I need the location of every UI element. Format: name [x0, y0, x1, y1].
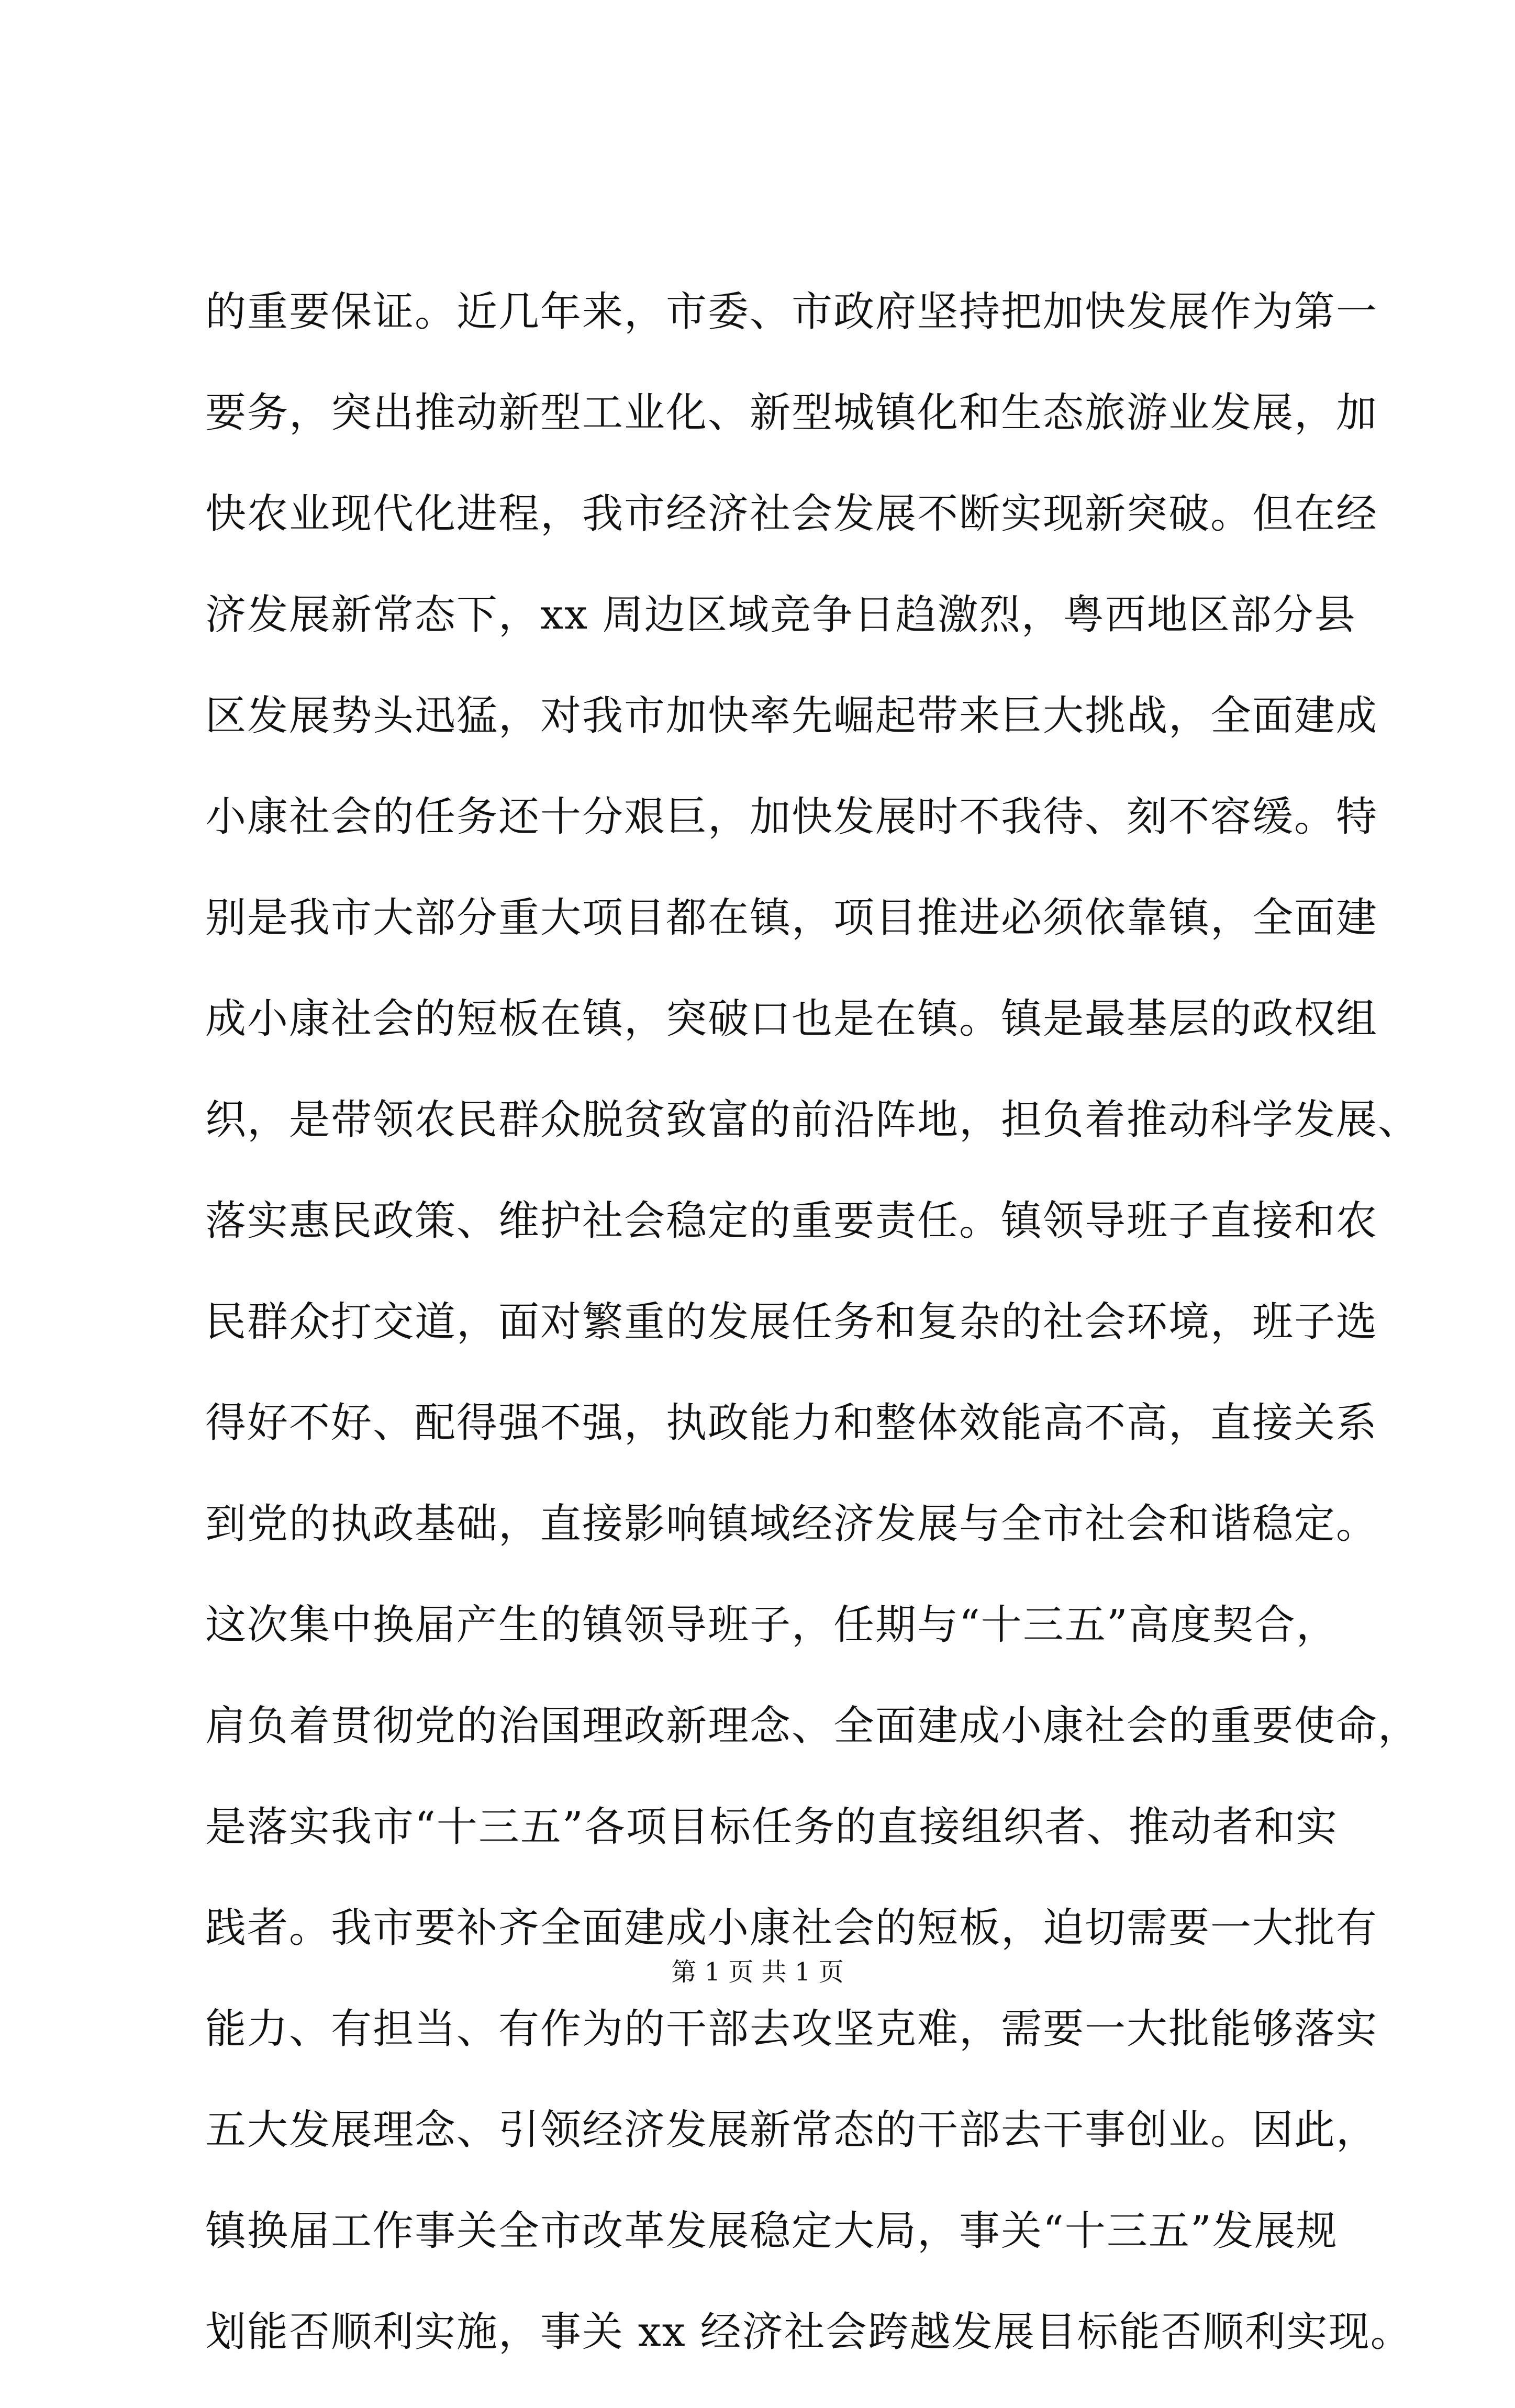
text-line: 快农业现代化进程，我市经济社会发展不断实现新突破。但在经 [205, 490, 1378, 537]
text-line: 能力、有担当、有作为的干部去攻坚克难，需要一大批能够落实 [205, 2006, 1378, 2053]
text-line: 要务，突出推动新型工业化、新型城镇化和生态旅游业发展，加 [205, 389, 1378, 436]
text-line: 这次集中换届产生的镇领导班子，任期与“十三五”高度契合， [205, 1601, 1338, 1649]
text-line: 得好不好、配得强不强，执政能力和整体效能高不高，直接关系 [205, 1399, 1378, 1447]
text-line: 的重要保证。近几年来，市委、市政府坚持把加快发展作为第一 [205, 288, 1378, 335]
text-line: 小康社会的任务还十分艰巨，加快发展时不我待、刻不容缓。特 [205, 793, 1378, 841]
text-line: 落实惠民政策、维护社会稳定的重要责任。镇领导班子直接和农 [205, 1197, 1378, 1245]
text-line: 践者。我市要补齐全面建成小康社会的短板，迫切需要一大批有 [205, 1905, 1378, 1952]
text-line: 五大发展理念、引领经济发展新常态的干部去干事创业。因此， [205, 2107, 1378, 2154]
text-line: 别是我市大部分重大项目都在镇，项目推进必须依靠镇，全面建 [205, 894, 1378, 942]
page-footer: 第 1 页 共 1 页 [671, 1957, 844, 1987]
text-line: 到党的执政基础，直接影响镇域经济发展与全市社会和谐稳定。 [205, 1500, 1378, 1548]
text-line: 织，是带领农民群众脱贫致富的前沿阵地，担负着推动科学发展、 [205, 1096, 1420, 1144]
text-line: 是落实我市“十三五”各项目标任务的直接组织者、推动者和实 [205, 1804, 1338, 1851]
body-paragraph [205, 287, 1420, 2408]
text-line: 区发展势头迅猛，对我市加快率先崛起带来巨大挑战，全面建成 [205, 692, 1378, 740]
text-line: 镇换届工作事关全市改革发展稳定大局，事关“十三五”发展规 [205, 2208, 1338, 2255]
text-line: 济发展新常态下，xx 周边区域竞争日趋激烈，粤西地区部分县 [205, 591, 1356, 639]
text-line: 肩负着贯彻党的治国理政新理念、全面建成小康社会的重要使命， [205, 1703, 1420, 1750]
text-line: 民群众打交道，面对繁重的发展任务和复杂的社会环境，班子选 [205, 1298, 1378, 1346]
text-line: 成小康社会的短板在镇，突破口也是在镇。镇是最基层的政权组 [205, 995, 1378, 1043]
text-line: 划能否顺利实施，事关 xx 经济社会跨越发展目标能否顺利实现。 [205, 2309, 1412, 2356]
